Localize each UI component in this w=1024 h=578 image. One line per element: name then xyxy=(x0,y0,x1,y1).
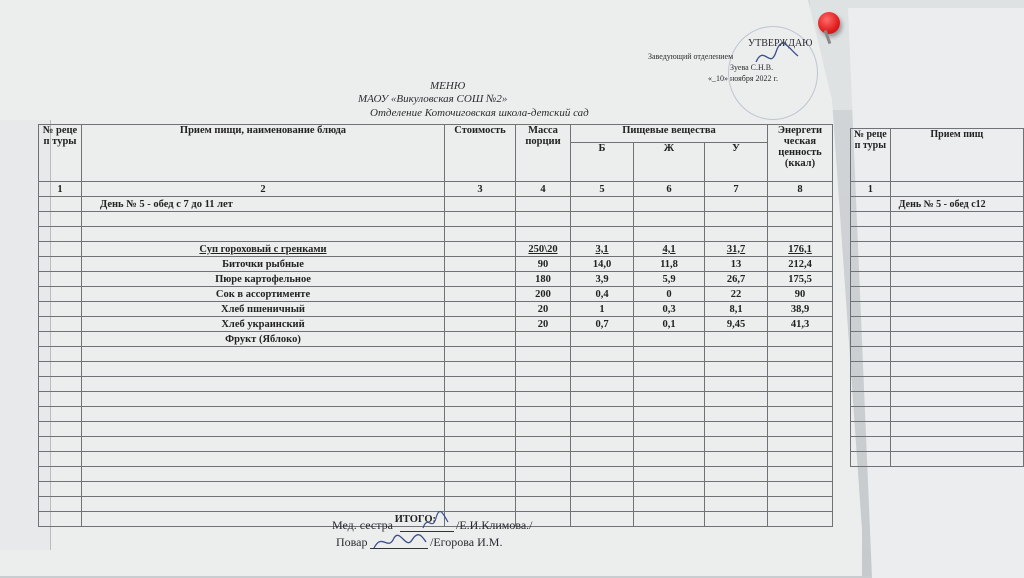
empty-row xyxy=(39,467,833,482)
approval-signature xyxy=(752,40,802,70)
header-recipe-no: № реце п туры xyxy=(39,125,82,182)
dish-fat: 0,3 xyxy=(634,302,705,317)
table-row xyxy=(39,302,833,317)
dish-fat: 11,8 xyxy=(634,257,705,272)
dish-name: Пюре картофельное xyxy=(82,272,445,287)
dish-kcal: 90 xyxy=(768,287,833,302)
col-number: 1 xyxy=(39,182,82,197)
nurse-name: /Е.И.Климова./ xyxy=(456,518,533,532)
side-header-recipe-no: № реце п туры xyxy=(851,129,891,182)
dish-protein: 0,4 xyxy=(571,287,634,302)
dish-kcal: 175,5 xyxy=(768,272,833,287)
dish-protein: 3,1 xyxy=(571,242,634,257)
menu-title: МЕНЮ xyxy=(430,80,466,92)
menu-table xyxy=(38,124,833,527)
dish-kcal: 38,9 xyxy=(768,302,833,317)
table-row xyxy=(39,242,833,257)
table-row xyxy=(39,332,833,347)
dish-portion: 250\20 xyxy=(516,242,571,257)
col-number: 4 xyxy=(516,182,571,197)
table-row xyxy=(39,257,833,272)
empty-row xyxy=(39,392,833,407)
table-row xyxy=(39,287,833,302)
header-cost: Стоимость xyxy=(445,125,516,182)
empty-row xyxy=(39,422,833,437)
header-fat: Ж xyxy=(634,142,705,181)
total-label: ИТОГО: xyxy=(82,512,445,527)
dish-fat: 4,1 xyxy=(634,242,705,257)
empty-row xyxy=(39,377,833,392)
empty-row xyxy=(39,407,833,422)
empty-row xyxy=(39,437,833,452)
dish-portion: 90 xyxy=(516,257,571,272)
school-name: МАОУ «Викуловская СОШ №2» xyxy=(358,93,508,105)
header-nutrients: Пищевые вещества xyxy=(571,125,768,143)
dish-carbs: 13 xyxy=(705,257,768,272)
empty-row xyxy=(39,362,833,377)
dish-name: Хлеб украинский xyxy=(82,317,445,332)
day-label: День № 5 - обед с 7 до 11 лет xyxy=(82,197,445,212)
dish-kcal: 212,4 xyxy=(768,257,833,272)
empty-row xyxy=(39,452,833,467)
col-number: 5 xyxy=(571,182,634,197)
dish-carbs: 9,45 xyxy=(705,317,768,332)
dish-name: Сок в ассортименте xyxy=(82,287,445,302)
approval-position: Заведующий отделением xyxy=(648,52,734,61)
header-meal-name: Прием пищи, наименование блюда xyxy=(82,125,445,182)
header-portion: Масса порции xyxy=(516,125,571,182)
dish-kcal: 41,3 xyxy=(768,317,833,332)
dish-portion: 20 xyxy=(516,317,571,332)
dish-name: Биточки рыбные xyxy=(82,257,445,272)
dish-portion: 20 xyxy=(516,302,571,317)
table-row xyxy=(39,272,833,287)
dish-carbs: 26,7 xyxy=(705,272,768,287)
dish-carbs: 8,1 xyxy=(705,302,768,317)
day-row xyxy=(39,197,833,212)
dish-name: Хлеб пшеничный xyxy=(82,302,445,317)
cook-name: /Егорова И.М. xyxy=(430,535,503,549)
column-number-row xyxy=(39,182,833,197)
dish-portion: 180 xyxy=(516,272,571,287)
dish-protein: 14,0 xyxy=(571,257,634,272)
dish-portion: 200 xyxy=(516,287,571,302)
header-energy: Энергети ческая ценность (ккал) xyxy=(768,125,833,182)
header-carbs: У xyxy=(705,142,768,181)
approval-date: «_10» ноября 2022 г. xyxy=(708,74,778,83)
col-number: 8 xyxy=(768,182,833,197)
approval-name: Зуева С.Н.В. xyxy=(730,63,774,72)
cook-signature xyxy=(372,530,428,554)
empty-row xyxy=(39,212,833,227)
red-pushpin xyxy=(818,12,840,34)
dish-protein: 1 xyxy=(571,302,634,317)
header-protein: Б xyxy=(571,142,634,181)
col-number: 6 xyxy=(634,182,705,197)
dish-kcal: 176,1 xyxy=(768,242,833,257)
dish-name: Суп гороховый с гренками xyxy=(82,242,445,257)
nurse-label: Мед. сестра xyxy=(332,518,393,532)
dish-fat: 0,1 xyxy=(634,317,705,332)
side-menu-table xyxy=(850,128,1024,467)
approval-heading: УТВЕРЖДАЮ xyxy=(748,38,813,49)
side-day-label: День № 5 - обед с12 xyxy=(890,197,1023,212)
col-number: 3 xyxy=(445,182,516,197)
dish-protein: 3,9 xyxy=(571,272,634,287)
col-number: 7 xyxy=(705,182,768,197)
table-row xyxy=(39,317,833,332)
empty-row xyxy=(39,482,833,497)
department-name: Отделение Коточиговская школа-детский сад xyxy=(370,107,589,119)
dish-carbs: 31,7 xyxy=(705,242,768,257)
table-header-row xyxy=(39,125,833,143)
empty-row xyxy=(39,347,833,362)
side-header-meal-name: Прием пищ xyxy=(890,129,1023,182)
col-number: 2 xyxy=(82,182,445,197)
empty-row xyxy=(39,227,833,242)
dish-protein: 0,7 xyxy=(571,317,634,332)
dish-fat: 0 xyxy=(634,287,705,302)
cook-label: Повар xyxy=(336,535,368,549)
dish-name: Фрукт (Яблоко) xyxy=(82,332,445,347)
side-col-number: 1 xyxy=(851,182,891,197)
dish-carbs: 22 xyxy=(705,287,768,302)
dish-fat: 5,9 xyxy=(634,272,705,287)
